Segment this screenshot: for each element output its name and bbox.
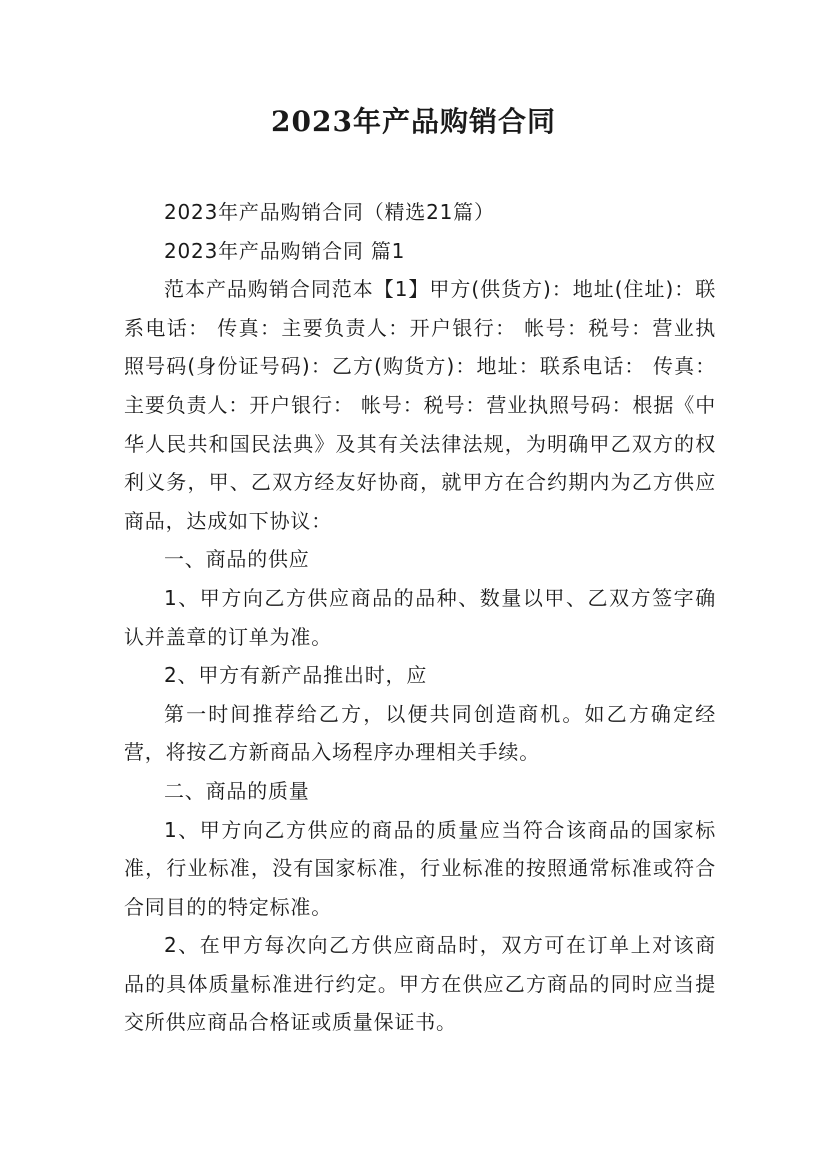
- paragraph-parties: 范本产品购销合同范本【1】甲方(供货方)：地址(住址)：联系电话： 传真：主要负责人：开户银行： 帐号：税号：营业执照号码(身份证号码)：乙方(购货方)：地址：联系电话： 传真：主要负责人：开户银行： 帐号：税号：营业执照号码：根据《中华人民共和国民法典》及其有关法律法规，为明确甲乙双方的权利义务，甲、乙双方经友好协商，就甲方在合约期内为乙方供应商品，达成如下协议：: [124, 277, 716, 533]
- document-body: [124, 193, 716, 1042]
- paragraph-subtitle: 2023年产品购销合同（精选21篇）: [164, 200, 495, 224]
- paragraph-supply-2: 2、甲方有新产品推出时，应: [164, 663, 428, 688]
- paragraph-heading-supply: 一、商品的供应: [164, 547, 310, 572]
- document-title: 2023年产品购销合同: [271, 105, 556, 138]
- paragraph-section-heading: 2023年产品购销合同 篇1: [164, 238, 406, 263]
- paragraph-supply-2-cont: 第一时间推荐给乙方，以便共同创造商机。如乙方确定经营，将按乙方新商品入场程序办理相关手续。: [124, 701, 716, 765]
- paragraph-quality-1: 1、甲方向乙方供应的商品的质量应当符合该商品的国家标准，行业标准，没有国家标准，行业标准的按照通常标准或符合合同目的的特定标准。: [124, 817, 716, 919]
- paragraph-supply-1: 1、甲方向乙方供应商品的品种、数量以甲、乙双方签字确认并盖章的订单为准。: [124, 585, 716, 649]
- paragraph-quality-2: 2、在甲方每次向乙方供应商品时，双方可在订单上对该商品的具体质量标准进行约定。甲方在供应乙方商品的同时应当提交所供应商品合格证或质量保证书。: [124, 933, 716, 1035]
- paragraph-heading-quality: 二、商品的质量: [164, 778, 310, 803]
